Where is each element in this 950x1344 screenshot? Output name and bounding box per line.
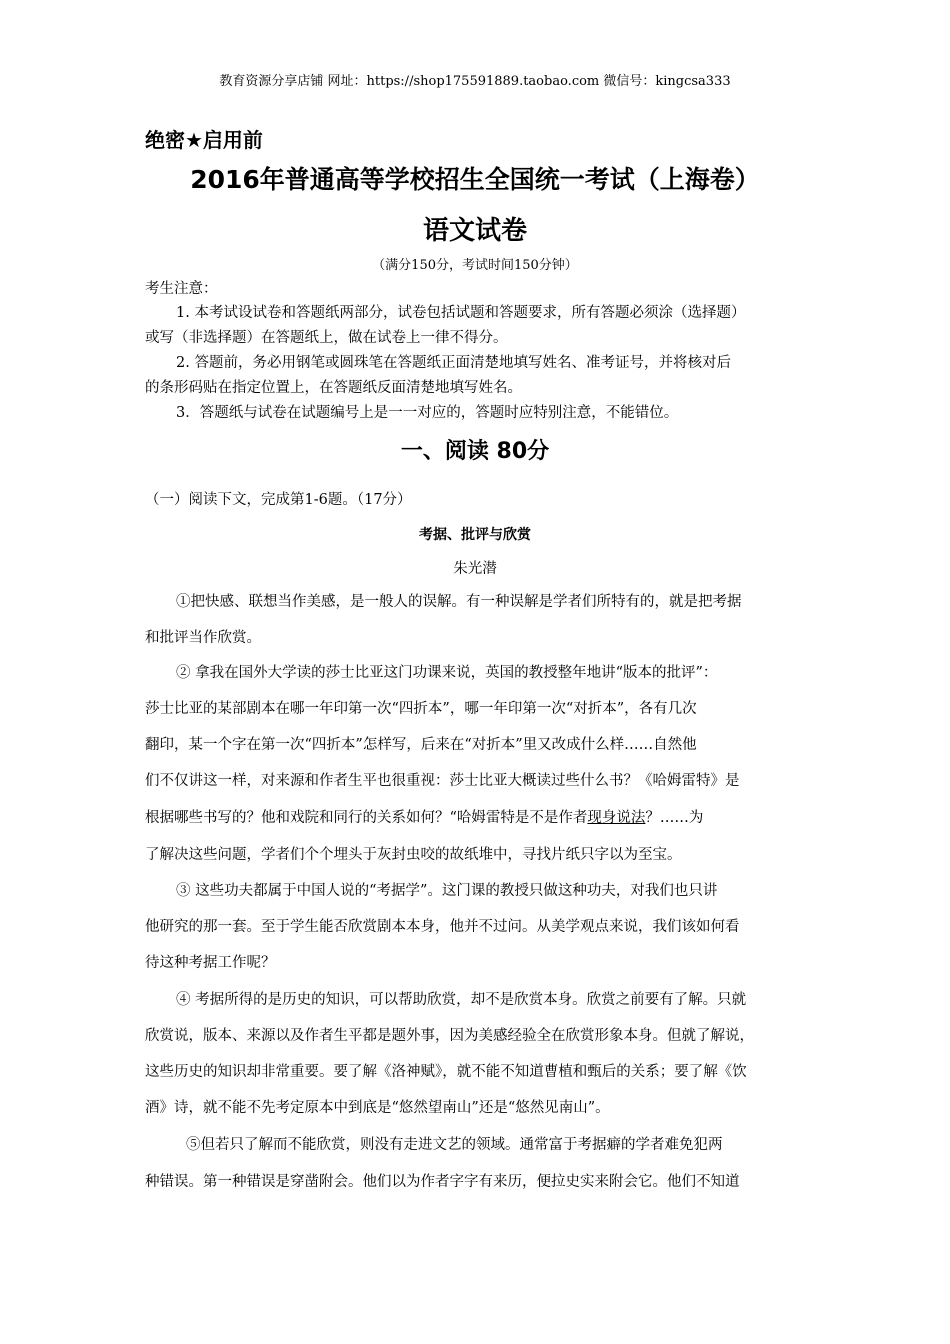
line-text: 根据哪些书写的？他和戏院和同行的关系如何？“哈姆雷特是不是作者 [145, 810, 588, 826]
article-line: 待这种考据工作呢？ [145, 955, 276, 971]
page-header: 教育资源分享店铺 网址：https://shop175591889.taobao.com 微信号：kingcsa333 [219, 74, 731, 89]
notice-line: 或写（非选择题）在答题纸上，做在试卷上一律不得分。 [145, 330, 508, 346]
article-line: ③ 这些功夫都属于中国人说的“考据学”。这门课的教授只做这种功夫，对我们也只讲 [176, 883, 718, 899]
article-line: ④ 考据所得的是历史的知识，可以帮助欣赏，却不是欣赏本身。欣赏之前要有了解。只就 [176, 992, 747, 1008]
article-line: 欣赏说，版本、来源以及作者生平都是题外事，因为美感经验全在欣赏形象本身。但就了解说， [145, 1028, 754, 1044]
article-author: 朱光潜 [453, 561, 497, 577]
notice-line: 2. 答题前，务必用钢笔或圆珠笔在答题纸正面清楚地填写姓名、准考证号，并将核对后 [176, 355, 731, 371]
notice-heading: 考生注意： [145, 281, 218, 297]
article-line: ①把快感、联想当作美感，是一般人的误解。有一种误解是学者们所特有的，就是把考据 [176, 594, 742, 610]
secret-label: 绝密★启用前 [145, 128, 263, 152]
article-line [145, 806, 703, 827]
article-line: 这些历史的知识却非常重要。要了解《洛神赋》，就不能不知道曹植和甄后的关系；要了解《饮 [145, 1064, 747, 1080]
exam-meta: （满分150分，考试时间150分钟） [372, 258, 578, 273]
section-heading: 一、阅读 80分 [400, 439, 550, 464]
article-line: 他研究的那一套。至于学生能否欣赏剧本本身，他并不过问。从美学观点来说，我们该如何看 [145, 919, 740, 935]
notice-line: 1. 本考试设试卷和答题纸两部分，试卷包括试题和答题要求，所有答题必须涂（选择题） [176, 305, 746, 321]
exam-title: 2016年普通高等学校招生全国统一考试（上海卷） [190, 165, 760, 194]
article-line: 们不仅讲这一样，对来源和作者生平也很重视：莎士比亚大概读过些什么书？《哈姆雷特》是 [145, 773, 740, 789]
underlined-phrase: 现身说法 [587, 810, 646, 826]
subject-title: 语文试卷 [422, 216, 527, 246]
part-instruction: （一）阅读下文，完成第1-6题。（17分） [145, 492, 412, 508]
article-line: 了解决这些问题，学者们个个埋头于灰封虫咬的故纸堆中，寻找片纸只字以为至宝。 [145, 847, 682, 863]
notice-line: 3．答题纸与试卷在试题编号上是一一对应的，答题时应特别注意，不能错位。 [176, 405, 679, 421]
line-text: ？……为 [645, 810, 704, 826]
article-line: 酒》诗，就不能不先考定原本中到底是“悠然望南山”还是“悠然见南山”。 [145, 1100, 610, 1116]
article-line: 翻印，某一个字在第一次“四折本”怎样写，后来在“对折本”里又改成什么样……自然他 [145, 737, 697, 753]
article-line: ② 拿我在国外大学读的莎士比亚这门功课来说，英国的教授整年地讲“版本的批评”： [176, 665, 718, 681]
notice-line: 的条形码贴在指定位置上，在答题纸反面清楚地填写姓名。 [145, 380, 522, 396]
article-line: ⑤但若只了解而不能欣赏，则没有走进文艺的领域。通常富于考据癖的学者难免犯两 [186, 1137, 723, 1153]
article-title: 考据、批评与欣赏 [419, 527, 531, 543]
article-line: 和批评当作欣赏。 [145, 630, 261, 646]
article-line: 莎士比亚的某部剧本在哪一年印第一次“四折本”，哪一年印第一次“对折本”，各有几次 [145, 701, 697, 717]
article-line: 种错误。第一种错误是穿凿附会。他们以为作者字字有来历，便拉史实来附会它。他们不知道 [145, 1174, 740, 1190]
